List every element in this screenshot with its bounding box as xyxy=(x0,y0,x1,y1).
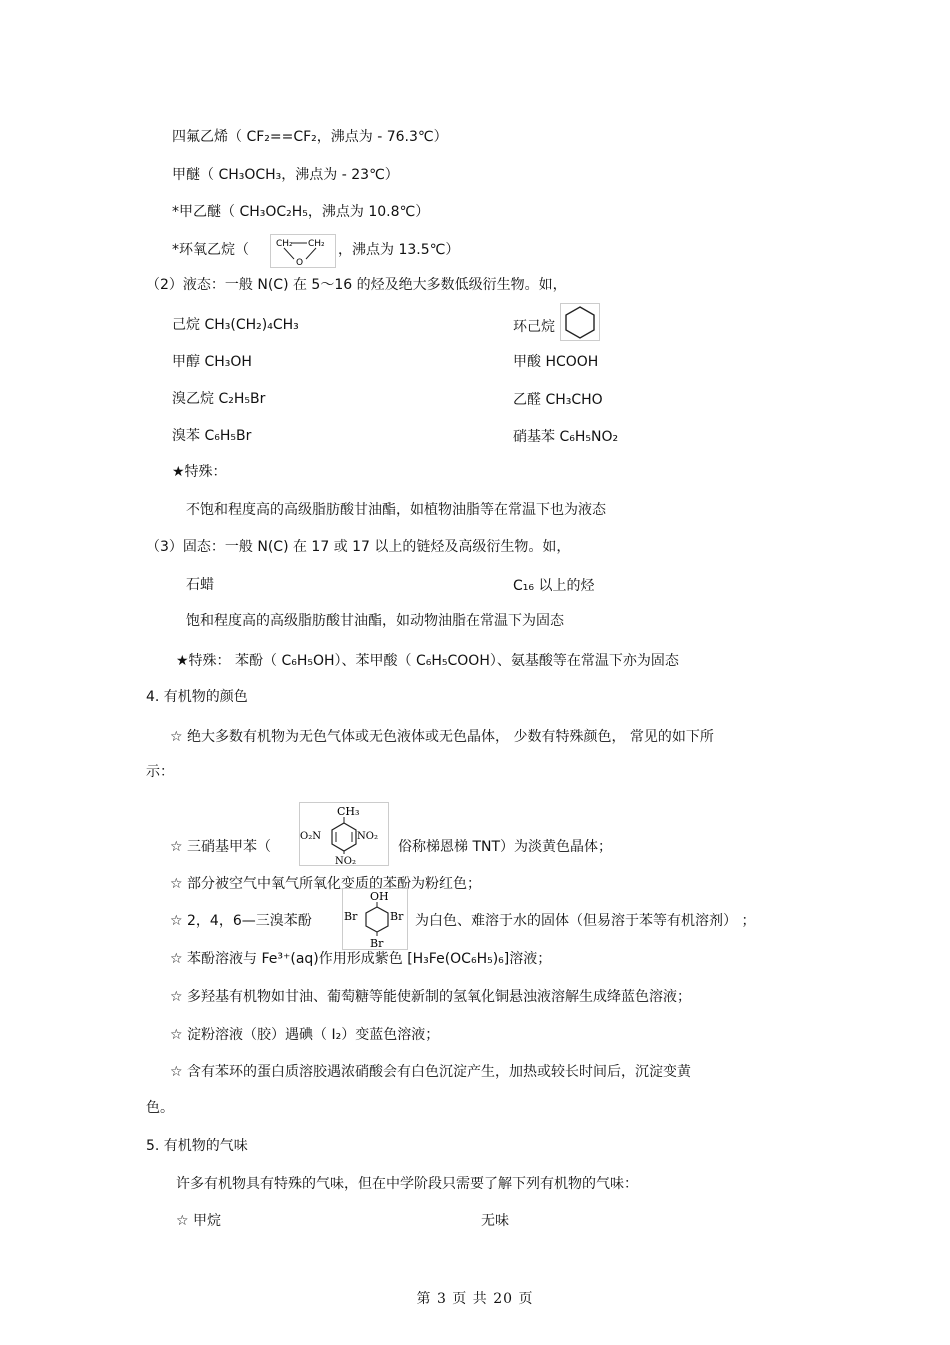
color-intro-line2: 示： xyxy=(146,764,174,780)
text-line-cf2: 四氟乙烯（ CF₂==CF₂，沸点为 - 76.3℃） xyxy=(172,129,448,145)
liquid-row-cyclohexane: 环己烷 xyxy=(513,319,555,335)
tnt-no2-bottom: NO₂ xyxy=(335,856,356,866)
tnt-no2-right: NO₂ xyxy=(357,831,378,842)
tribromophenol-line-a: ☆ 2，4，6—三溴苯酚 xyxy=(170,913,312,929)
liquid-special-label: ★特殊： xyxy=(172,464,227,480)
phenol-pink-line: ☆ 部分被空气中氧气所氧化变质的苯酚为粉红色； xyxy=(170,876,481,892)
liquid-row-acetaldehyde: 乙醛 CH₃CHO xyxy=(513,392,603,408)
solid-line2: 饱和程度高的高级脂肪酸甘油酯，如动物油脂在常温下为固态 xyxy=(186,613,564,629)
tbp-br-right: Br xyxy=(390,910,404,923)
epoxide-ch2-left: CH₂ xyxy=(276,239,293,249)
tnt-structure-image xyxy=(299,802,389,866)
color-heading: 4. 有机物的颜色 xyxy=(146,689,248,705)
protein-line2: 色。 xyxy=(146,1100,174,1116)
text-line-ch3oc2h5: *甲乙醚（ CH₃OC₂H₅，沸点为 10.8℃） xyxy=(172,204,430,220)
tnt-ch3-label: CH₃ xyxy=(337,805,360,818)
liquid-row-bromoethane: 溴乙烷 C₂H₅Br xyxy=(172,391,266,407)
tbp-br-bottom: Br xyxy=(370,937,384,950)
tnt-no2-left: O₂N xyxy=(300,831,321,842)
starch-iodine-line: ☆ 淀粉溶液（胶）遇碘（ I₂）变蓝色溶液； xyxy=(170,1027,440,1043)
copper-hydroxide-line: ☆ 多羟基有机物如甘油、葡萄糖等能使新制的氢氧化铜悬浊液溶解生成绛蓝色溶液； xyxy=(170,989,691,1005)
liquid-heading: （2）液态：一般 N(C) 在 5～16 的烃及绝大多数低级衍生物。如， xyxy=(146,277,567,293)
smell-row-methane: ☆ 甲烷 xyxy=(176,1213,222,1229)
liquid-row-formic-acid: 甲酸 HCOOH xyxy=(513,354,599,370)
liquid-row-methanol: 甲醇 CH₃OH xyxy=(172,354,252,370)
liquid-special-text: 不饱和程度高的高级脂肪酸甘油酯，如植物油脂等在常温下也为液态 xyxy=(186,502,606,518)
tribromophenol-structure-image xyxy=(342,888,408,950)
cyclohexane-structure-image xyxy=(560,303,600,341)
tbp-oh-label: OH xyxy=(370,890,389,903)
tnt-line-b: 俗称梯恩梯 TNT）为淡黄色晶体； xyxy=(398,839,613,855)
liquid-row-hexane: 己烷 CH₃(CH₂)₄CH₃ xyxy=(172,317,299,333)
solid-right-c16: C₁₆ 以上的烃 xyxy=(513,578,595,594)
solid-heading: （3）固态：一般 N(C) 在 17 或 17 以上的链烃及高级衍生物。如， xyxy=(146,539,571,555)
page-number-footer: 第 3 页 共 20 页 xyxy=(416,1291,534,1307)
smell-row-odorless: 无味 xyxy=(481,1213,509,1229)
tbp-br-left: Br xyxy=(344,910,358,923)
liquid-row-nitrobenzene: 硝基苯 C₆H₅NO₂ xyxy=(513,429,619,445)
text-line-epoxide-b: ，沸点为 13.5℃） xyxy=(338,242,460,258)
smell-heading: 5. 有机物的气味 xyxy=(146,1138,248,1154)
text-line-ch3och3: 甲醚（ CH₃OCH₃，沸点为 - 23℃） xyxy=(172,167,399,183)
smell-intro: 许多有机物具有特殊的气味，但在中学阶段只需要了解下列有机物的气味： xyxy=(176,1176,638,1192)
liquid-row-bromobenzene: 溴苯 C₆H₅Br xyxy=(172,428,252,444)
color-intro-line1: ☆ 绝大多数有机物为无色气体或无色液体或无色晶体， 少数有特殊颜色， 常见的如下所 xyxy=(170,729,714,745)
epoxide-ch2-right: CH₂ xyxy=(308,239,325,249)
protein-line1: ☆ 含有苯环的蛋白质溶胶遇浓硝酸会有白色沉淀产生，加热或较长时间后，沉淀变黄 xyxy=(170,1064,691,1080)
epoxide-o: O xyxy=(296,258,304,268)
fe3-line: ☆ 苯酚溶液与 Fe³⁺(aq)作用形成紫色 [H₃Fe(OC₆H₅)₆]溶液； xyxy=(170,951,552,967)
solid-special: ★特殊： 苯酚（ C₆H₅OH）、苯甲酸（ C₆H₅COOH）、氨基酸等在常温下亦为固态 xyxy=(176,653,679,669)
solid-left-paraffin: 石蜡 xyxy=(186,577,214,593)
epoxide-structure-image xyxy=(270,234,336,268)
tnt-line-a: ☆ 三硝基甲苯（ xyxy=(170,839,272,855)
tribromophenol-line-b: 为白色、难溶于水的固体（但易溶于苯等有机溶剂） ； xyxy=(415,913,756,929)
text-line-epoxide-a: *环氧乙烷（ xyxy=(172,242,249,258)
